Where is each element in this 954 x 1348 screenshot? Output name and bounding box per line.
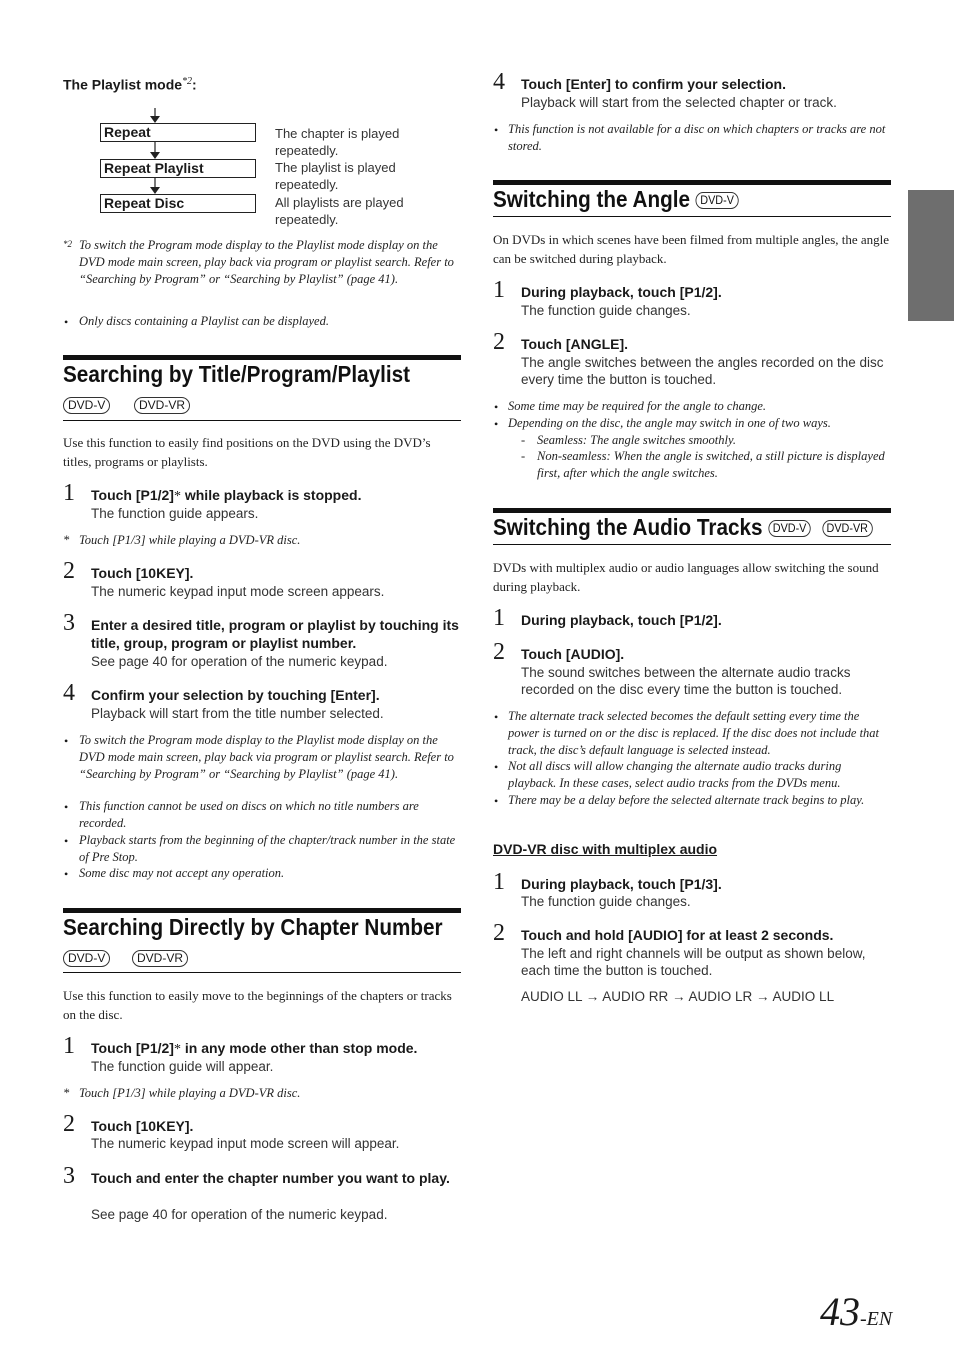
angle-intro: On DVDs in which scenes have been filmed from multiple angles, the angle can be switched during playback. bbox=[493, 232, 890, 266]
dvd-vr-badge: DVD-VR bbox=[822, 520, 872, 537]
bullet: • bbox=[494, 794, 499, 808]
section-rule bbox=[493, 508, 891, 513]
star-note: Touch [P1/3] while playing a DVD-VR disc. bbox=[79, 533, 301, 547]
note-item: Some disc may not accept any operation. bbox=[79, 866, 285, 880]
step-desc: The numeric keypad input mode screen will appear. bbox=[91, 1136, 400, 1151]
step-number: 2 bbox=[63, 558, 75, 584]
dvd-vr-subheading: DVD-VR disc with multiplex audio bbox=[493, 841, 718, 857]
step-title: Touch [10KEY]. bbox=[91, 565, 194, 581]
dvd-vr-badge: DVD-VR bbox=[134, 397, 190, 414]
step-number: 1 bbox=[493, 869, 505, 895]
step-number: 2 bbox=[493, 920, 505, 946]
bullet: • bbox=[494, 400, 499, 414]
step-number: 4 bbox=[63, 680, 75, 706]
step-desc: Playback will start from the selected chapter or track. bbox=[521, 95, 837, 110]
angle-heading: Switching the Angle DVD-V bbox=[493, 186, 738, 213]
repeat-playlist-desc: The playlist is played repeatedly. bbox=[275, 160, 396, 192]
playlist-note: Only discs containing a Playlist can be displayed. bbox=[79, 314, 329, 328]
step-desc: The sound switches between the alternate audio tracks recorded on the disc every time the button is touched. bbox=[521, 665, 851, 697]
step-title: During playback, touch [P1/3]. bbox=[521, 876, 722, 892]
subnote-item: Seamless: The angle switches smoothly. bbox=[537, 433, 736, 447]
step-number: 1 bbox=[493, 605, 505, 631]
note-item: Depending on the disc, the angle may switch in one of two ways. bbox=[508, 416, 831, 430]
note-item: Some time may be required for the angle to change. bbox=[508, 399, 767, 413]
step-title: Touch and enter the chapter number you want to play. bbox=[91, 1170, 450, 1186]
note-item: There may be a delay before the selected alternate track begins to play. bbox=[508, 793, 865, 807]
step-number: 2 bbox=[63, 1111, 75, 1137]
bullet: • bbox=[64, 315, 69, 329]
step-number: 3 bbox=[63, 610, 75, 636]
search-chapter-heading: Searching Directly by Chapter Number bbox=[63, 914, 443, 940]
star-note: Touch [P1/3] while playing a DVD-VR disc. bbox=[79, 1086, 301, 1100]
step-desc: The numeric keypad input mode screen appears. bbox=[91, 584, 385, 599]
bullet: • bbox=[494, 760, 499, 774]
step-title: Enter a desired title, program or playlist by touching its title, group, program or playlist number. bbox=[91, 617, 459, 651]
section-underline bbox=[63, 972, 461, 973]
step-number: 2 bbox=[493, 329, 505, 355]
step-number: 3 bbox=[63, 1163, 75, 1189]
section-rule bbox=[493, 180, 891, 185]
note-item: To switch the Program mode display to the Playlist mode display on the DVD mode main screen, play back via program or playlist search. Refer to “Searching by Program” or “Searching by Playlist” (page 41). bbox=[79, 733, 454, 781]
section-underline bbox=[493, 544, 891, 545]
step-desc: See page 40 for operation of the numeric keypad. bbox=[91, 1207, 388, 1222]
repeat-desc: The chapter is played repeatedly. bbox=[275, 126, 400, 158]
search-chapter-intro: Use this function to easily move to the beginnings of the chapters or tracks on the disc. bbox=[63, 988, 452, 1022]
step-number: 4 bbox=[493, 69, 505, 95]
step-desc: The angle switches between the angles recorded on the disc every time the button is touched. bbox=[521, 355, 884, 387]
subnote-item: Non-seamless: When the angle is switched, a still picture is displayed first, after which the angle switches. bbox=[537, 449, 885, 480]
bullet: • bbox=[64, 834, 69, 848]
key-p12: [P1/2] bbox=[135, 487, 174, 503]
step-title: Touch [10KEY]. bbox=[91, 1118, 194, 1134]
step-title: Touch [Enter] to confirm your selection. bbox=[521, 76, 786, 92]
repeat-playlist-box: Repeat Playlist bbox=[100, 159, 256, 178]
step-number: 1 bbox=[493, 277, 505, 303]
step-desc: The function guide changes. bbox=[521, 894, 691, 909]
step-number: 1 bbox=[63, 480, 75, 506]
step-title: Touch [ANGLE]. bbox=[521, 336, 629, 352]
audio-heading: Switching the Audio Tracks DVD-V DVD-VR bbox=[493, 514, 872, 541]
step-title: Touch and hold [AUDIO] for at least 2 seconds. bbox=[521, 927, 834, 943]
bullet: • bbox=[494, 710, 499, 724]
section-rule bbox=[63, 908, 461, 913]
step-desc: The function guide will appear. bbox=[91, 1059, 274, 1074]
step-desc: See page 40 for operation of the numeric keypad. bbox=[91, 654, 388, 669]
section-rule bbox=[63, 355, 461, 360]
step-title: Touch [P1/2]* in any mode other than stop mode. bbox=[91, 1040, 418, 1057]
bullet: • bbox=[494, 123, 499, 137]
audio-sequence: AUDIO LL → AUDIO RR → AUDIO LR → AUDIO LL bbox=[521, 989, 835, 1004]
note-item: The alternate track selected becomes the default setting every time the power is turned on or the disc is replaced. If the disc does not include that track, the disc’s default language is selected instead. bbox=[508, 709, 880, 757]
note-item: This function cannot be used on discs on which no title numbers are recorded. bbox=[79, 799, 419, 830]
search-title-intro: Use this function to easily find positions on the DVD using the DVD’s titles, programs or playlists. bbox=[63, 435, 431, 469]
bullet: • bbox=[494, 417, 499, 431]
step-title: Confirm your selection by touching [Enter]. bbox=[91, 687, 380, 703]
search-title-heading: Searching by Title/Program/Playlist bbox=[63, 361, 411, 387]
star-mark: * bbox=[63, 533, 70, 547]
step-desc: The left and right channels will be output as shown below, each time the button is touched. bbox=[521, 946, 866, 978]
dvd-v-badge: DVD-V bbox=[63, 397, 110, 414]
dvd-v-badge: DVD-V bbox=[696, 192, 739, 209]
dash: - bbox=[521, 433, 526, 447]
step-title: Touch [AUDIO]. bbox=[521, 646, 625, 662]
star-mark: * bbox=[63, 1086, 70, 1100]
step-title: During playback, touch [P1/2]. bbox=[521, 284, 722, 300]
step-desc: Playback will start from the title number selected. bbox=[91, 706, 384, 721]
note-item: This function is not available for a disc on which chapters or tracks are not stored. bbox=[508, 122, 886, 153]
repeat-disc-desc: All playlists are played repeatedly. bbox=[275, 195, 404, 227]
bullet: • bbox=[64, 800, 69, 814]
step-title: During playback, touch [P1/2]. bbox=[521, 612, 722, 628]
playlist-footnote: To switch the Program mode display to the Playlist mode display on the DVD mode main screen, play back via program or playlist search. Refer to “Searching by Program” or “Searching by Playlist” (page 41). bbox=[79, 238, 454, 286]
footnote-mark: *2 bbox=[63, 239, 72, 249]
step-number: 2 bbox=[493, 639, 505, 665]
page-number: 43-EN bbox=[820, 1289, 893, 1334]
playlist-mode-heading: The Playlist mode$^{*2}$: bbox=[63, 76, 197, 93]
step-desc: The function guide changes. bbox=[521, 303, 691, 318]
dvd-v-badge: DVD-V bbox=[768, 520, 811, 537]
dvd-vr-badge: DVD-VR bbox=[132, 950, 188, 967]
audio-intro: DVDs with multiplex audio or audio languages allow switching the sound during playback. bbox=[493, 560, 879, 594]
note-item: Not all discs will allow changing the alternate audio tracks during playback. In these cases, select audio tracks from the DVDs menu. bbox=[508, 759, 842, 790]
dvd-v-badge: DVD-V bbox=[63, 950, 110, 967]
step-desc: The function guide appears. bbox=[91, 506, 259, 521]
repeat-box: Repeat bbox=[100, 123, 256, 142]
note-item: Playback starts from the beginning of the chapter/track number in the state of Pre Stop. bbox=[79, 833, 456, 864]
section-underline bbox=[493, 216, 891, 217]
dash: - bbox=[521, 449, 526, 463]
step-number: 1 bbox=[63, 1033, 75, 1059]
repeat-disc-box: Repeat Disc bbox=[100, 194, 256, 213]
bullet: • bbox=[64, 734, 69, 748]
bullet: • bbox=[64, 867, 69, 881]
step-title: Touch [P1/2]* while playback is stopped. bbox=[91, 487, 362, 504]
side-tab bbox=[908, 190, 954, 321]
section-underline bbox=[63, 420, 461, 421]
